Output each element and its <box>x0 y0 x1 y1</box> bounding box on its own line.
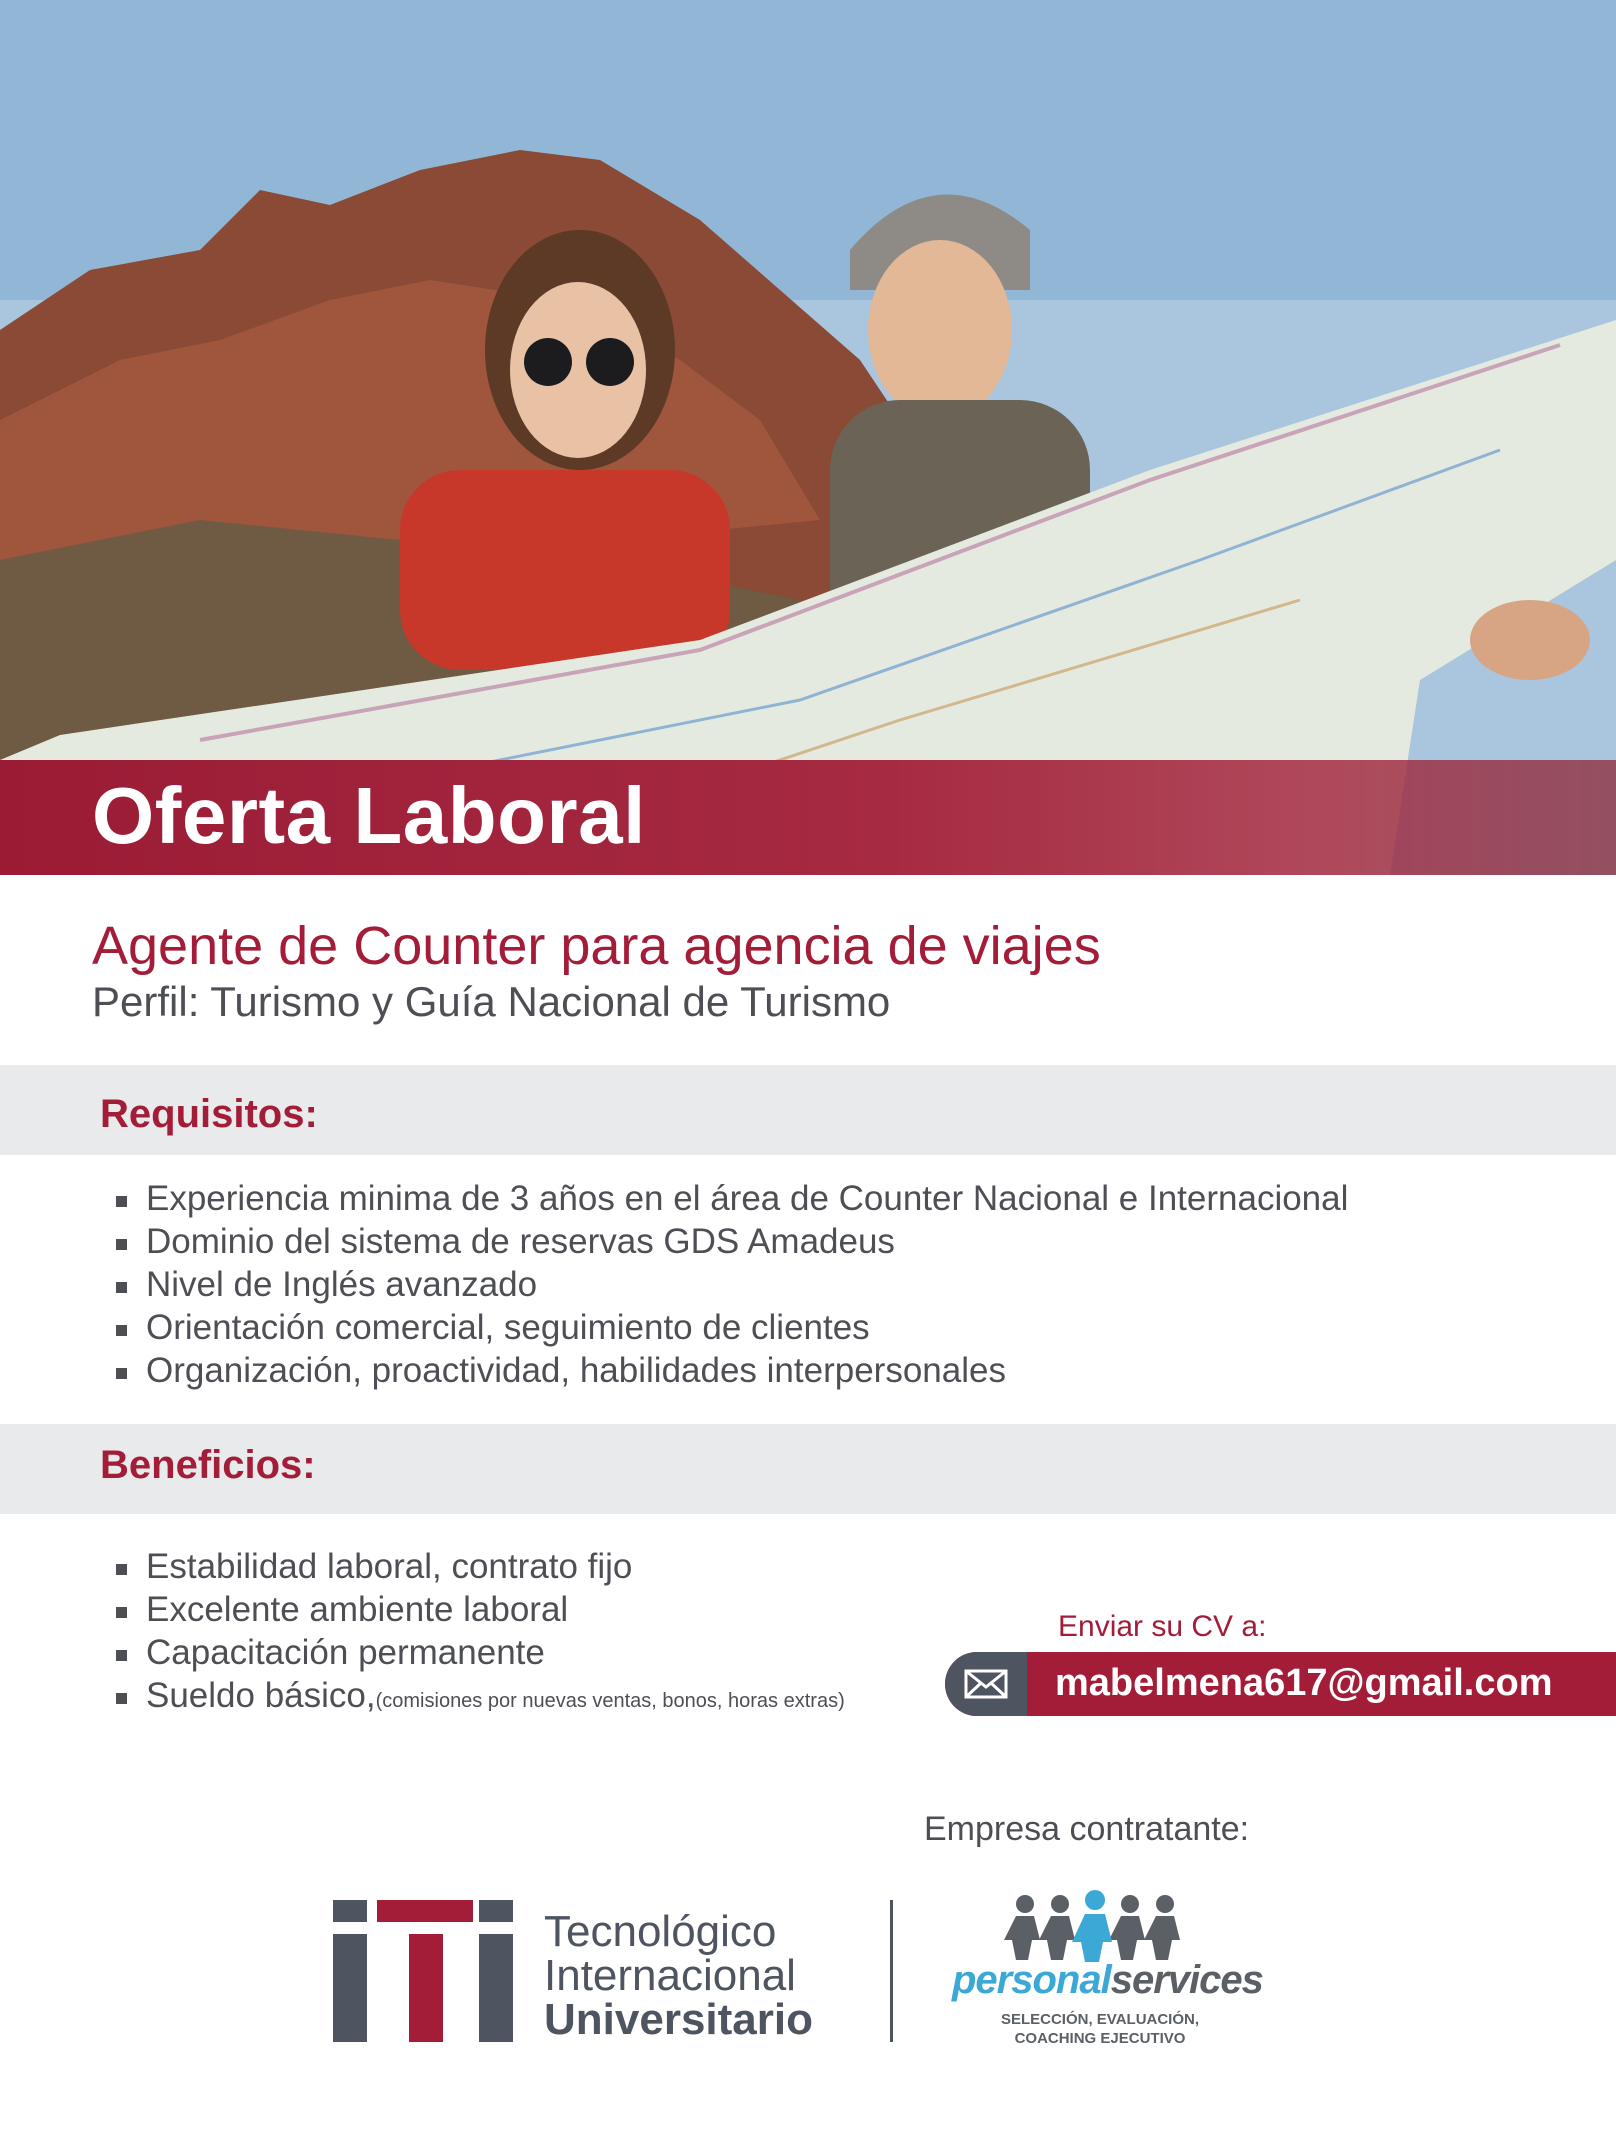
email-pill[interactable] <box>945 1652 1616 1716</box>
banner-title: Oferta Laboral <box>92 771 646 860</box>
personal-services-tagline <box>970 2010 1230 2048</box>
travelers-with-map-illustration <box>0 0 1616 875</box>
job-profile: Perfil: Turismo y Guía Nacional de Turismo <box>92 978 891 1025</box>
brand-part2: services <box>1110 1958 1263 2002</box>
list-item: Capacitación permanente <box>112 1631 845 1674</box>
iti-line1: Tecnológico <box>544 1907 777 1956</box>
empresa-label: Empresa contratante: <box>924 1810 1250 1848</box>
cv-label: Enviar su CV a: <box>1058 1610 1267 1643</box>
requisitos-heading: Requisitos: <box>100 1092 318 1136</box>
tagline-line2: COACHING EJECUTIVO <box>1014 2030 1186 2047</box>
list-item: Experiencia minima de 3 años en el área de Counter Nacional e Internacional <box>112 1177 1348 1220</box>
beneficios-heading: Beneficios: <box>100 1443 316 1487</box>
email-address[interactable]: mabelmena617@gmail.com <box>1055 1662 1553 1704</box>
brand-part1: personal <box>952 1958 1111 2002</box>
sueldo-note: (comisiones por nuevas ventas, bonos, horas extras) <box>375 1690 845 1712</box>
logo-divider <box>890 1900 893 2042</box>
iti-logo-icon <box>333 1900 513 2042</box>
sueldo-text: Sueldo básico, <box>146 1676 376 1715</box>
iti-line2: Internacional <box>544 1951 796 2000</box>
iti-line3: Universitario <box>544 1995 813 2044</box>
hero-photo <box>0 0 1616 875</box>
list-item: Organización, proactividad, habilidades interpersonales <box>112 1349 1348 1392</box>
beneficios-list <box>112 1545 845 1723</box>
list-item: Nivel de Inglés avanzado <box>112 1263 1348 1306</box>
list-item <box>112 1674 845 1723</box>
tagline-line1: SELECCIÓN, EVALUACIÓN, <box>1000 2011 1200 2028</box>
personal-services-brand <box>952 1958 1263 2003</box>
iti-name <box>544 1907 813 2044</box>
job-title: Agente de Counter para agencia de viajes <box>92 916 1101 976</box>
list-item: Estabilidad laboral, contrato fijo <box>112 1545 845 1588</box>
list-item: Dominio del sistema de reservas GDS Amadeus <box>112 1220 1348 1263</box>
requisitos-list <box>112 1177 1348 1392</box>
envelope-icon <box>945 1652 1027 1716</box>
list-item: Orientación comercial, seguimiento de clientes <box>112 1306 1348 1349</box>
list-item: Excelente ambiente laboral <box>112 1588 845 1631</box>
